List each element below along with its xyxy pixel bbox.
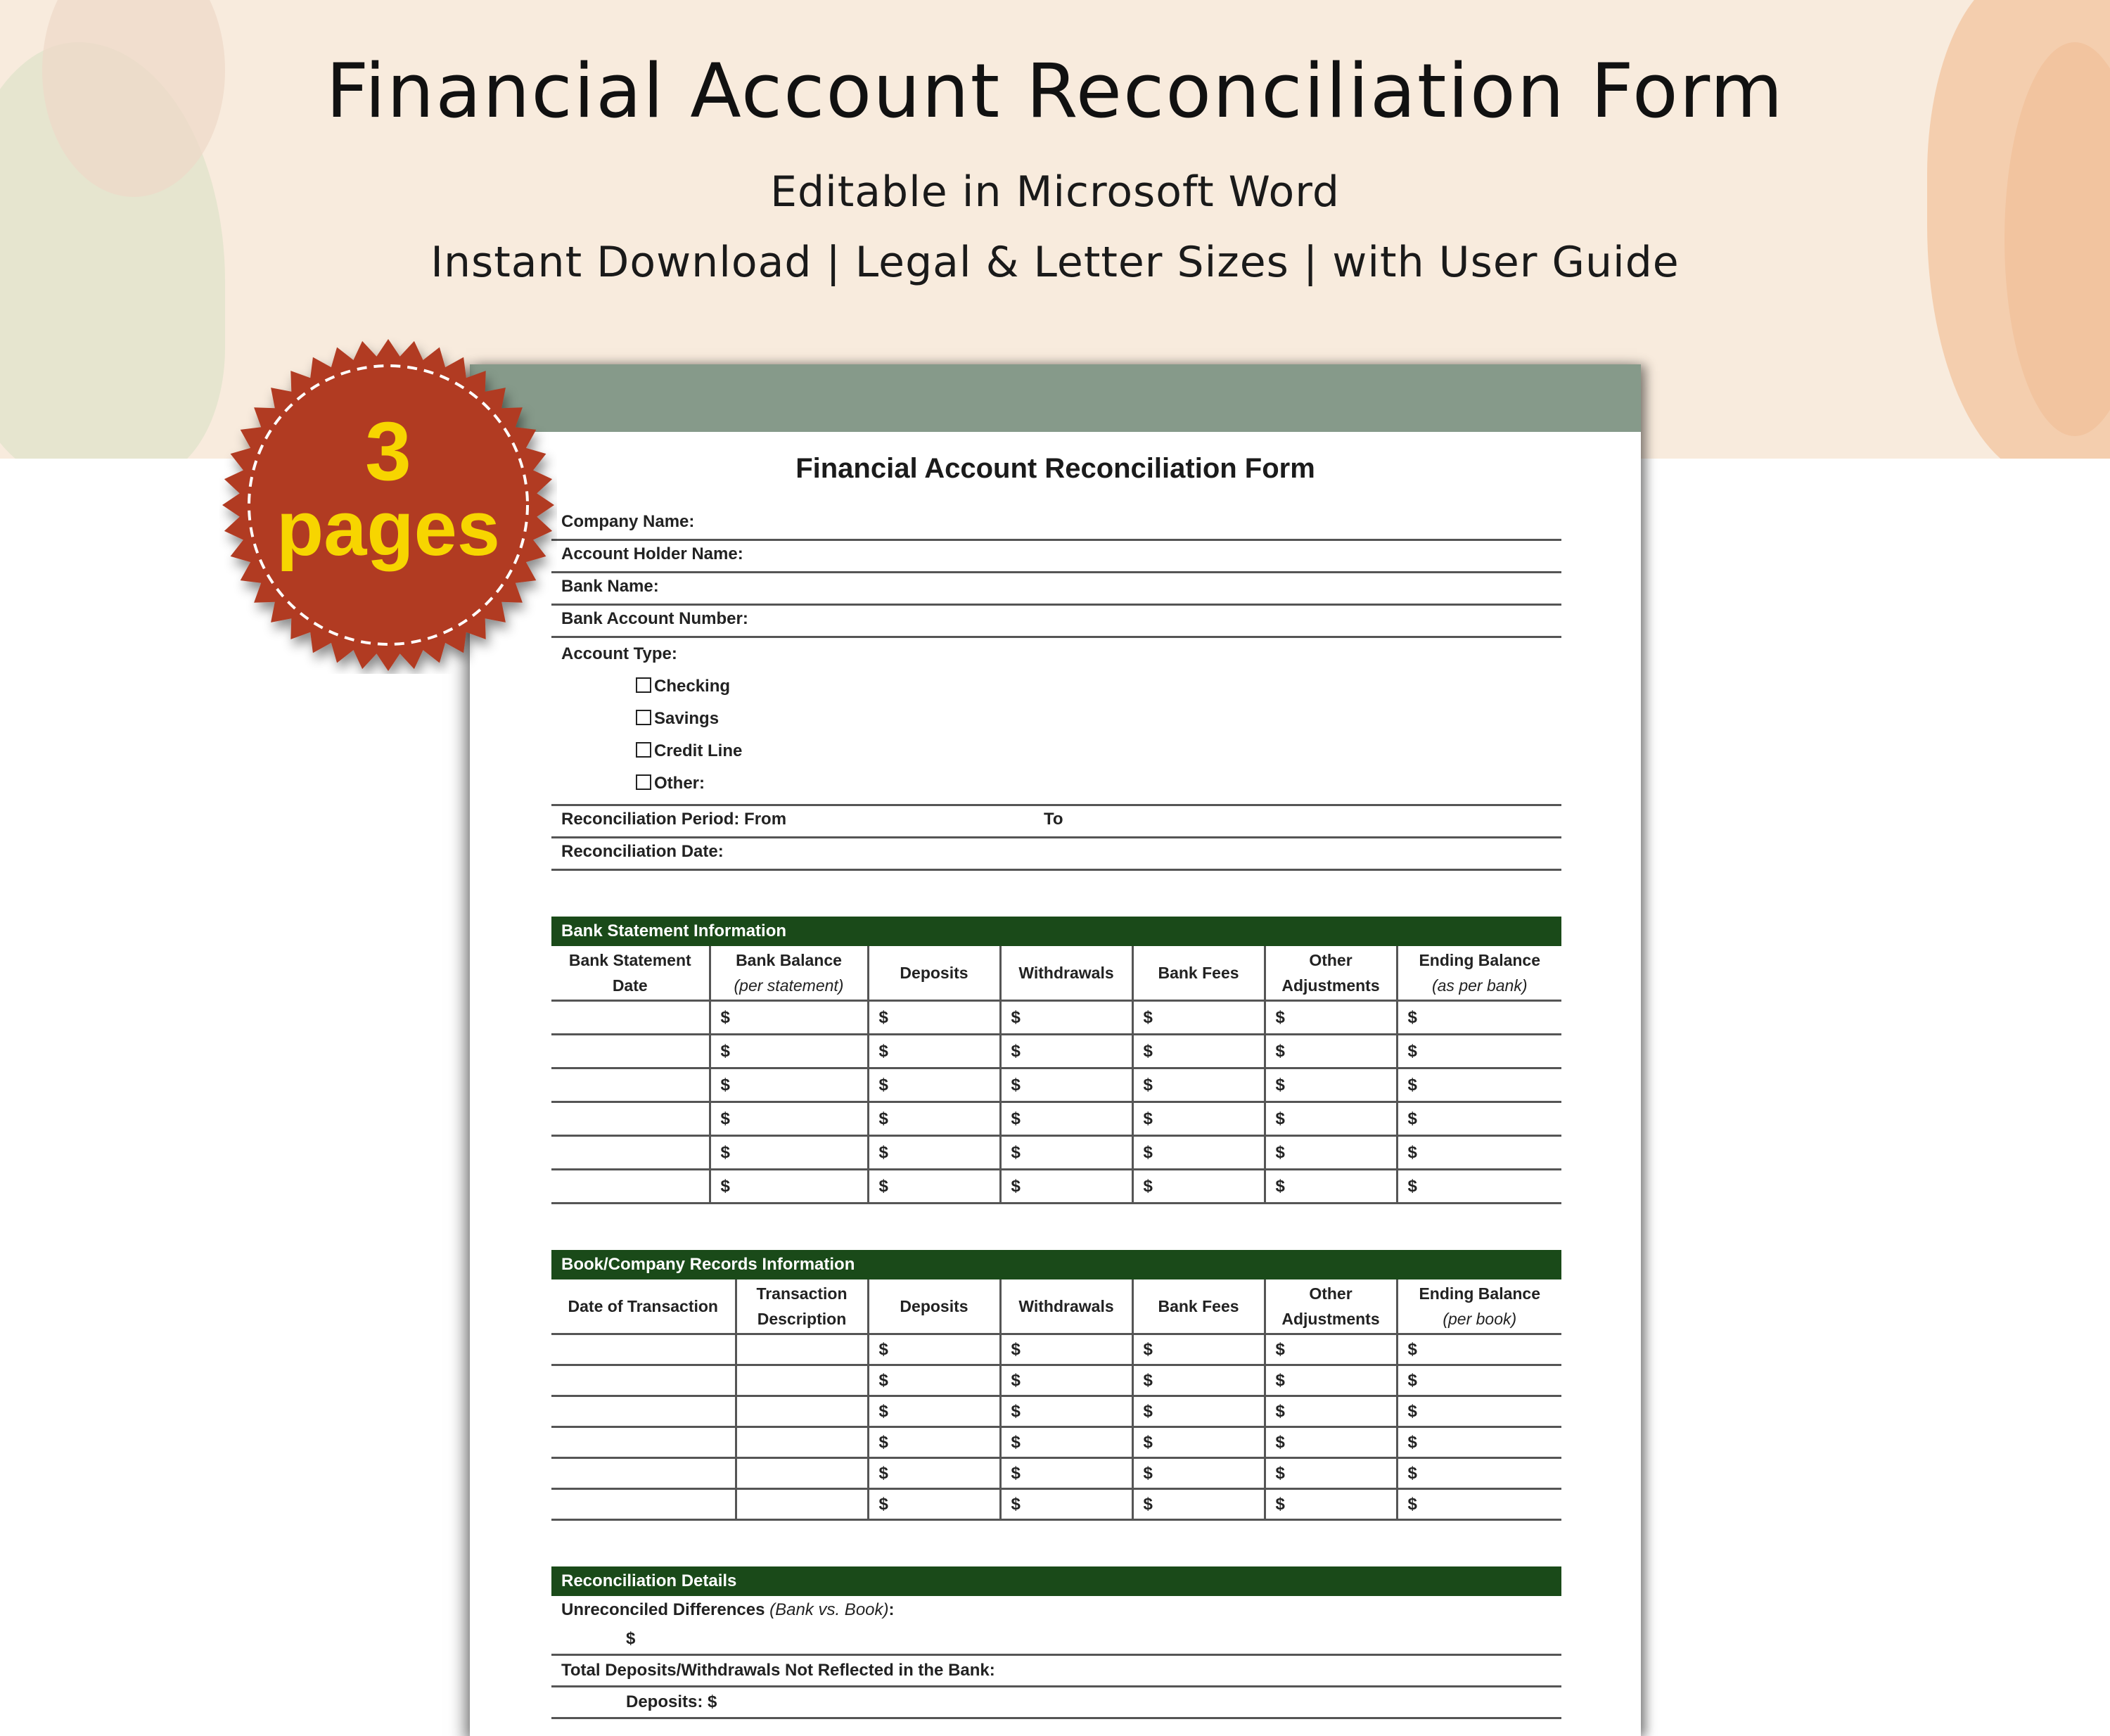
table-cell <box>551 1396 736 1427</box>
banner-subtitle: Editable in Microsoft Word <box>770 167 1340 217</box>
table-cell: $ <box>1265 1136 1397 1170</box>
table-cell <box>551 1427 736 1458</box>
bank-header <box>551 946 710 1001</box>
table-cell: $ <box>1265 1170 1397 1204</box>
option-other <box>551 767 1561 800</box>
unreconciled-label <box>551 1596 1561 1624</box>
table-cell <box>551 1136 710 1170</box>
section-book-records: Book/Company Records Information <box>551 1250 1561 1279</box>
table-cell: $ <box>868 1334 1000 1365</box>
book-header <box>551 1279 736 1334</box>
table-cell: $ <box>1397 1396 1561 1427</box>
header-main: Bank Fees <box>1158 1297 1239 1315</box>
table-cell <box>551 1035 710 1068</box>
book-header <box>736 1279 868 1334</box>
option-checking <box>551 670 1561 703</box>
header-sub: (per book) <box>1443 1310 1517 1328</box>
table-cell: $ <box>1132 1001 1265 1035</box>
bank-statement-table <box>551 946 1561 1204</box>
table-cell: $ <box>1132 1102 1265 1136</box>
book-records-table <box>551 1279 1561 1521</box>
table-row <box>551 1068 1561 1102</box>
header-main: Withdrawals <box>1018 1297 1114 1315</box>
bank-header <box>868 946 1000 1001</box>
table-cell: $ <box>1000 1458 1132 1489</box>
table-cell: $ <box>1000 1427 1132 1458</box>
total-not-reflected: Total Deposits/Withdrawals Not Reflected in the Bank: <box>551 1656 1561 1687</box>
header-main: Bank Balance <box>736 951 842 969</box>
option-label: Other: <box>654 774 705 793</box>
badge-label: pages <box>276 485 500 572</box>
table-cell: $ <box>1000 1001 1132 1035</box>
table-cell: $ <box>868 1396 1000 1427</box>
option-label: Credit Line <box>654 741 743 760</box>
field-bank-name: Bank Name: <box>551 573 1561 606</box>
table-row <box>551 1489 1561 1520</box>
table-cell: $ <box>1000 1102 1132 1136</box>
table-cell: $ <box>1000 1396 1132 1427</box>
document-title: Financial Account Reconciliation Form <box>795 453 1315 484</box>
option-label: Savings <box>654 709 720 728</box>
book-header <box>1000 1279 1132 1334</box>
table-cell <box>551 1102 710 1136</box>
table-cell: $ <box>1397 1170 1561 1204</box>
table-cell: $ <box>1397 1365 1561 1396</box>
table-cell: $ <box>1132 1035 1265 1068</box>
table-cell <box>736 1489 868 1520</box>
bank-header <box>1265 946 1397 1001</box>
unreconciled-text: Unreconciled Differences <box>561 1600 765 1619</box>
table-row <box>551 1170 1561 1204</box>
field-reconciliation-date: Reconciliation Date: <box>551 838 1561 871</box>
field-bank-account-number: Bank Account Number: <box>551 606 1561 638</box>
table-cell: $ <box>868 1170 1000 1204</box>
table-cell: $ <box>1397 1136 1561 1170</box>
banner-title: Financial Account Reconciliation Form <box>326 48 1784 134</box>
table-row <box>551 1365 1561 1396</box>
table-cell <box>736 1365 868 1396</box>
period-to-label: To <box>1044 810 1063 829</box>
table-cell <box>551 1068 710 1102</box>
table-cell: $ <box>868 1458 1000 1489</box>
table-cell: $ <box>1132 1365 1265 1396</box>
unreconciled-note: (Bank vs. Book) <box>769 1600 889 1619</box>
table-cell <box>736 1334 868 1365</box>
table-row <box>551 1001 1561 1035</box>
header-main: Bank Statement Date <box>568 951 691 995</box>
table-cell: $ <box>868 1068 1000 1102</box>
header-main: Other Adjustments <box>1281 951 1380 995</box>
table-cell: $ <box>868 1035 1000 1068</box>
badge-number: 3 <box>365 405 411 498</box>
table-cell: $ <box>1000 1170 1132 1204</box>
banner-features: Instant Download | Legal & Letter Sizes | with User Guide <box>430 238 1680 287</box>
table-cell: $ <box>1397 1458 1561 1489</box>
header-main: Withdrawals <box>1018 964 1114 982</box>
table-cell: $ <box>1397 1427 1561 1458</box>
checkbox-icon <box>636 677 651 693</box>
table-cell: $ <box>710 1001 868 1035</box>
section-reconciliation: Reconciliation Details <box>551 1566 1561 1596</box>
header-sub: (as per bank) <box>1431 976 1528 995</box>
form-body <box>551 509 1561 1719</box>
field-company-name: Company Name: <box>551 509 1561 541</box>
table-cell: $ <box>1000 1068 1132 1102</box>
header-main: Transaction Description <box>756 1284 848 1328</box>
table-cell: $ <box>1397 1334 1561 1365</box>
table-row <box>551 1427 1561 1458</box>
table-cell: $ <box>1132 1334 1265 1365</box>
book-header <box>1397 1279 1561 1334</box>
unreconciled-suffix: : <box>888 1600 895 1619</box>
header-main: Ending Balance <box>1419 951 1541 969</box>
table-cell: $ <box>1397 1102 1561 1136</box>
table-cell <box>551 1334 736 1365</box>
table-cell: $ <box>1265 1102 1397 1136</box>
table-cell: $ <box>1265 1035 1397 1068</box>
header-main: Deposits <box>900 1297 968 1315</box>
table-row <box>551 1136 1561 1170</box>
checkbox-icon <box>636 742 651 758</box>
form-preview-sheet <box>470 364 1641 1736</box>
header-main: Date of Transaction <box>568 1297 718 1315</box>
table-row <box>551 1102 1561 1136</box>
table-row <box>551 1458 1561 1489</box>
table-cell: $ <box>1265 1001 1397 1035</box>
table-cell: $ <box>1397 1001 1561 1035</box>
field-account-holder: Account Holder Name: <box>551 541 1561 573</box>
book-header <box>868 1279 1000 1334</box>
table-row <box>551 1334 1561 1365</box>
table-cell: $ <box>1000 1334 1132 1365</box>
table-cell: $ <box>1000 1136 1132 1170</box>
table-cell: $ <box>1265 1396 1397 1427</box>
bank-header <box>710 946 868 1001</box>
table-cell <box>551 1001 710 1035</box>
table-row <box>551 1035 1561 1068</box>
account-type-block <box>551 638 1561 806</box>
table-cell: $ <box>1265 1365 1397 1396</box>
table-cell: $ <box>710 1170 868 1204</box>
unreconciled-amount: $ <box>551 1624 1561 1656</box>
header-sub: (per statement) <box>734 976 844 995</box>
table-cell: $ <box>1265 1489 1397 1520</box>
table-cell: $ <box>1397 1489 1561 1520</box>
book-header <box>1265 1279 1397 1334</box>
deposits-not-reflected: Deposits: $ <box>551 1687 1561 1719</box>
checkbox-icon <box>636 710 651 725</box>
table-cell: $ <box>1132 1136 1265 1170</box>
header-main: Ending Balance <box>1419 1284 1541 1303</box>
table-cell: $ <box>1132 1427 1265 1458</box>
table-cell: $ <box>1265 1427 1397 1458</box>
table-cell: $ <box>1397 1035 1561 1068</box>
bank-header <box>1132 946 1265 1001</box>
table-cell: $ <box>1000 1365 1132 1396</box>
table-cell: $ <box>1265 1458 1397 1489</box>
table-cell: $ <box>1000 1489 1132 1520</box>
table-cell: $ <box>1132 1396 1265 1427</box>
table-cell <box>736 1396 868 1427</box>
field-account-type: Account Type: <box>561 644 677 663</box>
option-savings <box>551 703 1561 735</box>
book-header <box>1132 1279 1265 1334</box>
table-cell: $ <box>1132 1170 1265 1204</box>
table-cell: $ <box>1132 1489 1265 1520</box>
header-main: Bank Fees <box>1158 964 1239 982</box>
header-main: Other Adjustments <box>1281 1284 1380 1328</box>
table-cell: $ <box>868 1102 1000 1136</box>
period-from-label: Reconciliation Period: From <box>561 810 787 829</box>
table-cell <box>551 1458 736 1489</box>
option-credit-line <box>551 735 1561 767</box>
table-cell <box>736 1458 868 1489</box>
table-cell: $ <box>1397 1068 1561 1102</box>
table-cell: $ <box>1000 1035 1132 1068</box>
bank-header <box>1397 946 1561 1001</box>
table-cell: $ <box>1132 1458 1265 1489</box>
table-cell <box>551 1365 736 1396</box>
table-cell <box>551 1170 710 1204</box>
table-cell: $ <box>710 1102 868 1136</box>
table-cell: $ <box>868 1136 1000 1170</box>
table-cell <box>551 1489 736 1520</box>
option-label: Checking <box>654 677 731 696</box>
table-cell <box>736 1427 868 1458</box>
sheet-header-bar <box>470 364 1641 432</box>
table-cell: $ <box>868 1001 1000 1035</box>
table-row <box>551 1396 1561 1427</box>
table-cell: $ <box>868 1489 1000 1520</box>
table-cell: $ <box>1265 1334 1397 1365</box>
section-bank-statement: Bank Statement Information <box>551 917 1561 946</box>
bank-header <box>1000 946 1132 1001</box>
table-cell: $ <box>710 1068 868 1102</box>
table-cell: $ <box>710 1136 868 1170</box>
field-reconciliation-period <box>551 806 1561 838</box>
table-cell: $ <box>868 1427 1000 1458</box>
table-cell: $ <box>1132 1068 1265 1102</box>
table-cell: $ <box>1265 1068 1397 1102</box>
header-main: Deposits <box>900 964 968 982</box>
table-cell: $ <box>868 1365 1000 1396</box>
checkbox-icon <box>636 774 651 790</box>
table-cell: $ <box>710 1035 868 1068</box>
